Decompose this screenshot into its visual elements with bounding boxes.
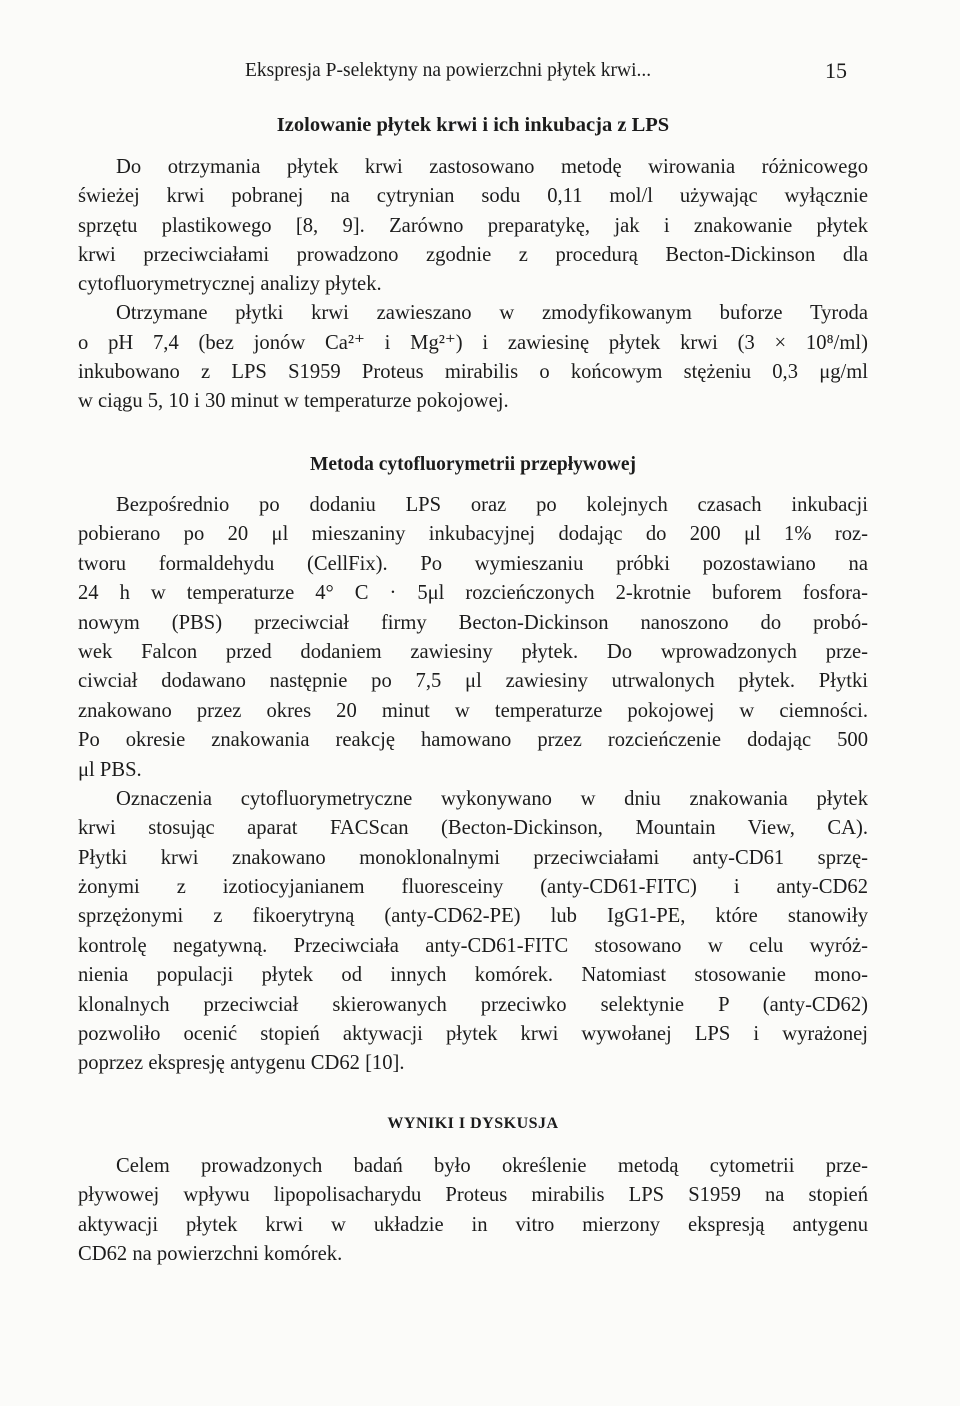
running-head-title: Ekspresja P-selektyny na powierzchni płytek krwi... xyxy=(245,60,652,81)
text-line: krwi stosując aparat FACScan (Becton-Dickinson, Mountain View, CA). xyxy=(78,817,868,840)
text-line: 24 h w temperaturze 4° C · 5μl rozcieńczonych 2-krotnie buforem fosfora- xyxy=(78,582,868,605)
text-line: pływowej wpływu lipopolisacharydu Proteus mirabilis LPS S1959 na stopień xyxy=(78,1184,868,1207)
text-line: poprzez ekspresję antygenu CD62 [10]. xyxy=(78,1052,405,1075)
text-line: świeżej krwi pobranej na cytrynian sodu 0,11 mol/l używając wyłącznie xyxy=(78,185,868,208)
text-line: Do otrzymania płytek krwi zastosowano metodę wirowania różnicowego xyxy=(116,156,868,178)
text-line: Oznaczenia cytofluorymetryczne wykonywano w dniu znakowania płytek xyxy=(116,787,868,810)
text-line: aktywacji płytek krwi w układzie in vitro mierzony ekspresją antygenu xyxy=(78,1213,868,1236)
page-number: 15 xyxy=(825,58,847,83)
text-line: Płytki krwi znakowano monoklonalnymi przeciwciałami anty-CD61 sprzę- xyxy=(78,846,868,869)
text-line: μl PBS. xyxy=(78,758,142,781)
section-body xyxy=(78,1152,868,1270)
text-line: Celem prowadzonych badań było określenie metodą cytometrii prze- xyxy=(116,1155,868,1177)
text-line: wek Falcon przed dodaniem zawiesiny płytek. Do wprowadzonych prze- xyxy=(78,640,868,663)
text-line: klonalnych przeciwciał skierowanych przeciwko selektynie P (anty-CD62) xyxy=(78,993,868,1016)
text-line: Otrzymane płytki krwi zawieszano w zmodyfikowanym buforze Tyroda xyxy=(116,302,868,325)
text-line: inkubowano z LPS S1959 Proteus mirabilis o końcowym stężeniu 0,3 μg/ml xyxy=(78,361,868,384)
text-line: o pH 7,4 (bez jonów Ca²⁺ i Mg²⁺) i zawiesinę płytek krwi (3 × 10⁸/ml) xyxy=(78,331,868,354)
text-line: kontrolę negatywną. Przeciwciała anty-CD61-FITC stosowano w celu wyróż- xyxy=(78,934,868,957)
section-heading: Izolowanie płytek krwi i ich inkubacja z LPS xyxy=(276,114,670,136)
text-line: pobierano po 20 μl mieszaniny inkubacyjnej dodając do 200 μl 1% roz- xyxy=(78,523,868,546)
text-line: tworu formaldehydu (CellFix). Po wymieszaniu próbki pozostawiano na xyxy=(78,552,868,575)
text-line: znakowano przez okres 20 minut w temperaturze pokojowej w ciemności. xyxy=(78,699,868,722)
text-line: żonymi z izotiocyjanianem fluoresceiny (anty-CD61-FITC) i anty-CD62 xyxy=(78,876,868,899)
text-line: sprzętu plastikowego [8, 9]. Zarówno preparatykę, jak i znakowanie płytek xyxy=(78,214,868,237)
text-line: Po okresie znakowania reakcję hamowano przez rozcieńczenie dodając 500 xyxy=(78,729,868,752)
text-line: nowym (PBS) przeciwciał firmy Becton-Dickinson nanoszono do probó- xyxy=(78,611,868,634)
section-heading: Metoda cytofluorymetrii przepływowej xyxy=(310,454,636,475)
text-line: krwi przeciwciałami prowadzono zgodnie z procedurą Becton-Dickinson dla xyxy=(78,243,868,266)
section-body xyxy=(78,491,868,1079)
section-body xyxy=(78,153,868,417)
section-heading: WYNIKI I DYSKUSJA xyxy=(387,1115,559,1132)
text-line: w ciągu 5, 10 i 30 minut w temperaturze pokojowej. xyxy=(78,390,509,413)
text-line: Bezpośrednio po dodaniu LPS oraz po kolejnych czasach inkubacji xyxy=(116,494,868,516)
text-line: cytofluorymetrycznej analizy płytek. xyxy=(78,273,382,296)
text-line: CD62 na powierzchni komórek. xyxy=(78,1243,343,1266)
text-line: pozwoliło ocenić stopień aktywacji płytek krwi wywołanej LPS i wyrażonej xyxy=(78,1023,868,1046)
text-line: ciwciał dodawano następnie po 7,5 μl zawiesiny utrwalonych płytek. Płytki xyxy=(78,670,868,693)
text-line: nienia populacji płytek od innych komórek. Natomiast stosowanie mono- xyxy=(78,964,868,987)
text-line: sprzężonymi z fikoerytryną (anty-CD62-PE) lub IgG1-PE, które stanowiły xyxy=(78,905,868,928)
